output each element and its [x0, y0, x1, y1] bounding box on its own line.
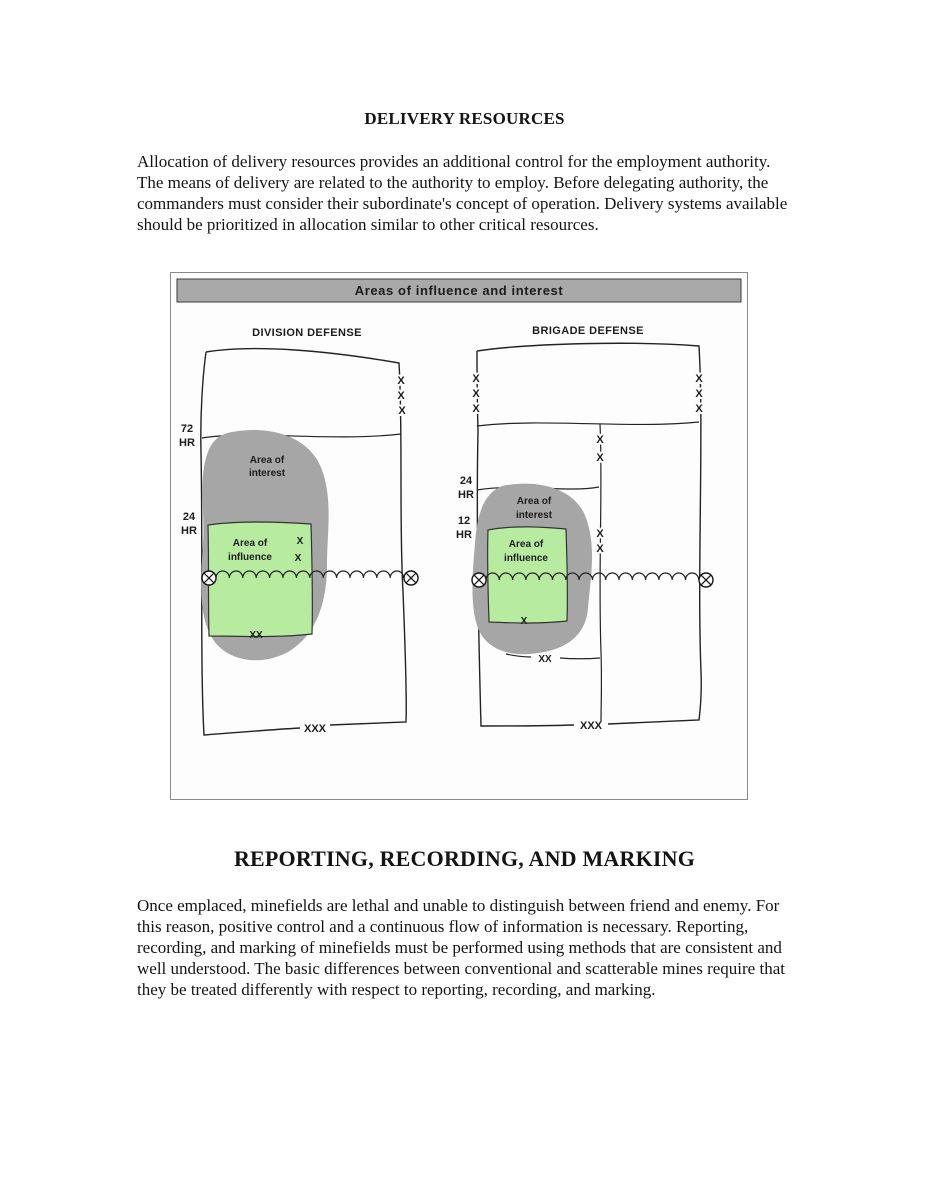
brigade-internal-boundary-x-2: X	[596, 452, 604, 464]
brigade-12hr-unit: HR	[456, 529, 472, 541]
brigade-left-boundary-x-3: X	[472, 403, 480, 415]
brigade-internal-boundary-x-3: X	[596, 528, 604, 540]
division-influence-x-1: X	[296, 536, 304, 547]
brigade-right-boundary-x-2: X	[695, 388, 703, 400]
document-title: DELIVERY RESOURCES	[364, 109, 565, 128]
division-area-of-interest-label-line2: interest	[248, 468, 286, 479]
brigade-coordinating-point-left-icon	[472, 573, 486, 587]
division-defense-label: DIVISION DEFENSE	[252, 327, 362, 339]
brigade-coordinating-point-right-icon	[699, 573, 713, 587]
division-right-boundary-x-1: X	[397, 375, 405, 387]
brigade-area-of-interest-label-line2: interest	[515, 510, 553, 521]
areas-of-influence-figure	[170, 272, 748, 800]
brigade-right-boundary-x-3: X	[695, 403, 703, 415]
brigade-x-echelon: X	[520, 616, 528, 627]
division-area-of-interest-label-line1: Area of	[249, 455, 285, 466]
brigade-xxx-echelon: XXX	[579, 720, 603, 732]
division-72hr-unit: HR	[179, 437, 195, 449]
brigade-left-boundary-x-2: X	[472, 388, 480, 400]
brigade-internal-boundary-x-1: X	[596, 434, 604, 446]
brigade-area-of-interest-label-line1: Area of	[516, 496, 552, 507]
brigade-internal-boundary-x-4: X	[596, 543, 604, 555]
brigade-xx-echelon: XX	[538, 654, 552, 665]
brigade-24hr-value: 24	[459, 475, 473, 487]
division-influence-x-2: X	[294, 553, 302, 564]
division-area-of-influence-label-line1: Area of	[232, 538, 268, 549]
section-heading-reporting: REPORTING, RECORDING, AND MARKING	[233, 846, 696, 871]
division-coordinating-point-right-icon	[404, 571, 418, 585]
brigade-defense-label: BRIGADE DEFENSE	[532, 325, 644, 337]
division-72hr-value: 72	[180, 423, 194, 435]
brigade-24hr-unit: HR	[458, 489, 474, 501]
division-right-boundary-x-2: X	[397, 390, 405, 402]
brigade-left-boundary-x-1: X	[472, 373, 480, 385]
paragraph-reporting-recording-marking: Once emplaced, minefields are lethal and unable to distinguish between friend and enemy. For this reason, positive control and a continuous flow of information is necessary. Reporting, recording, and marking of minefields must be performed using methods that are consistent and well understood. The basic differences between conventional and scatterable mines require that they be treated differently with respect to reporting, recording, and marking.	[137, 896, 785, 999]
figure-title: Areas of influence and interest	[354, 283, 564, 298]
division-24hr-value: 24	[182, 511, 196, 523]
brigade-12hr-value: 12	[457, 515, 471, 527]
division-area-of-influence-label-line2: influence	[228, 552, 272, 563]
division-xx-echelon: XX	[249, 630, 263, 641]
division-right-boundary-x-3: X	[398, 405, 406, 417]
paragraph-delivery-resources: Allocation of delivery resources provides an additional control for the employment authority. The means of delivery are related to the authority to employ. Before delegating authority, the commanders must consider their subordinate's concept of operation. Delivery systems available should be prioritized in allocation similar to other critical resources.	[137, 152, 788, 234]
brigade-area-of-influence-label-line1: Area of	[508, 539, 544, 550]
brigade-area-of-influence-label-line2: influence	[504, 553, 548, 564]
brigade-right-boundary-x-1: X	[695, 373, 703, 385]
division-24hr-unit: HR	[181, 525, 197, 537]
division-xxx-echelon: XXX	[303, 723, 327, 735]
division-coordinating-point-left-icon	[202, 571, 216, 585]
